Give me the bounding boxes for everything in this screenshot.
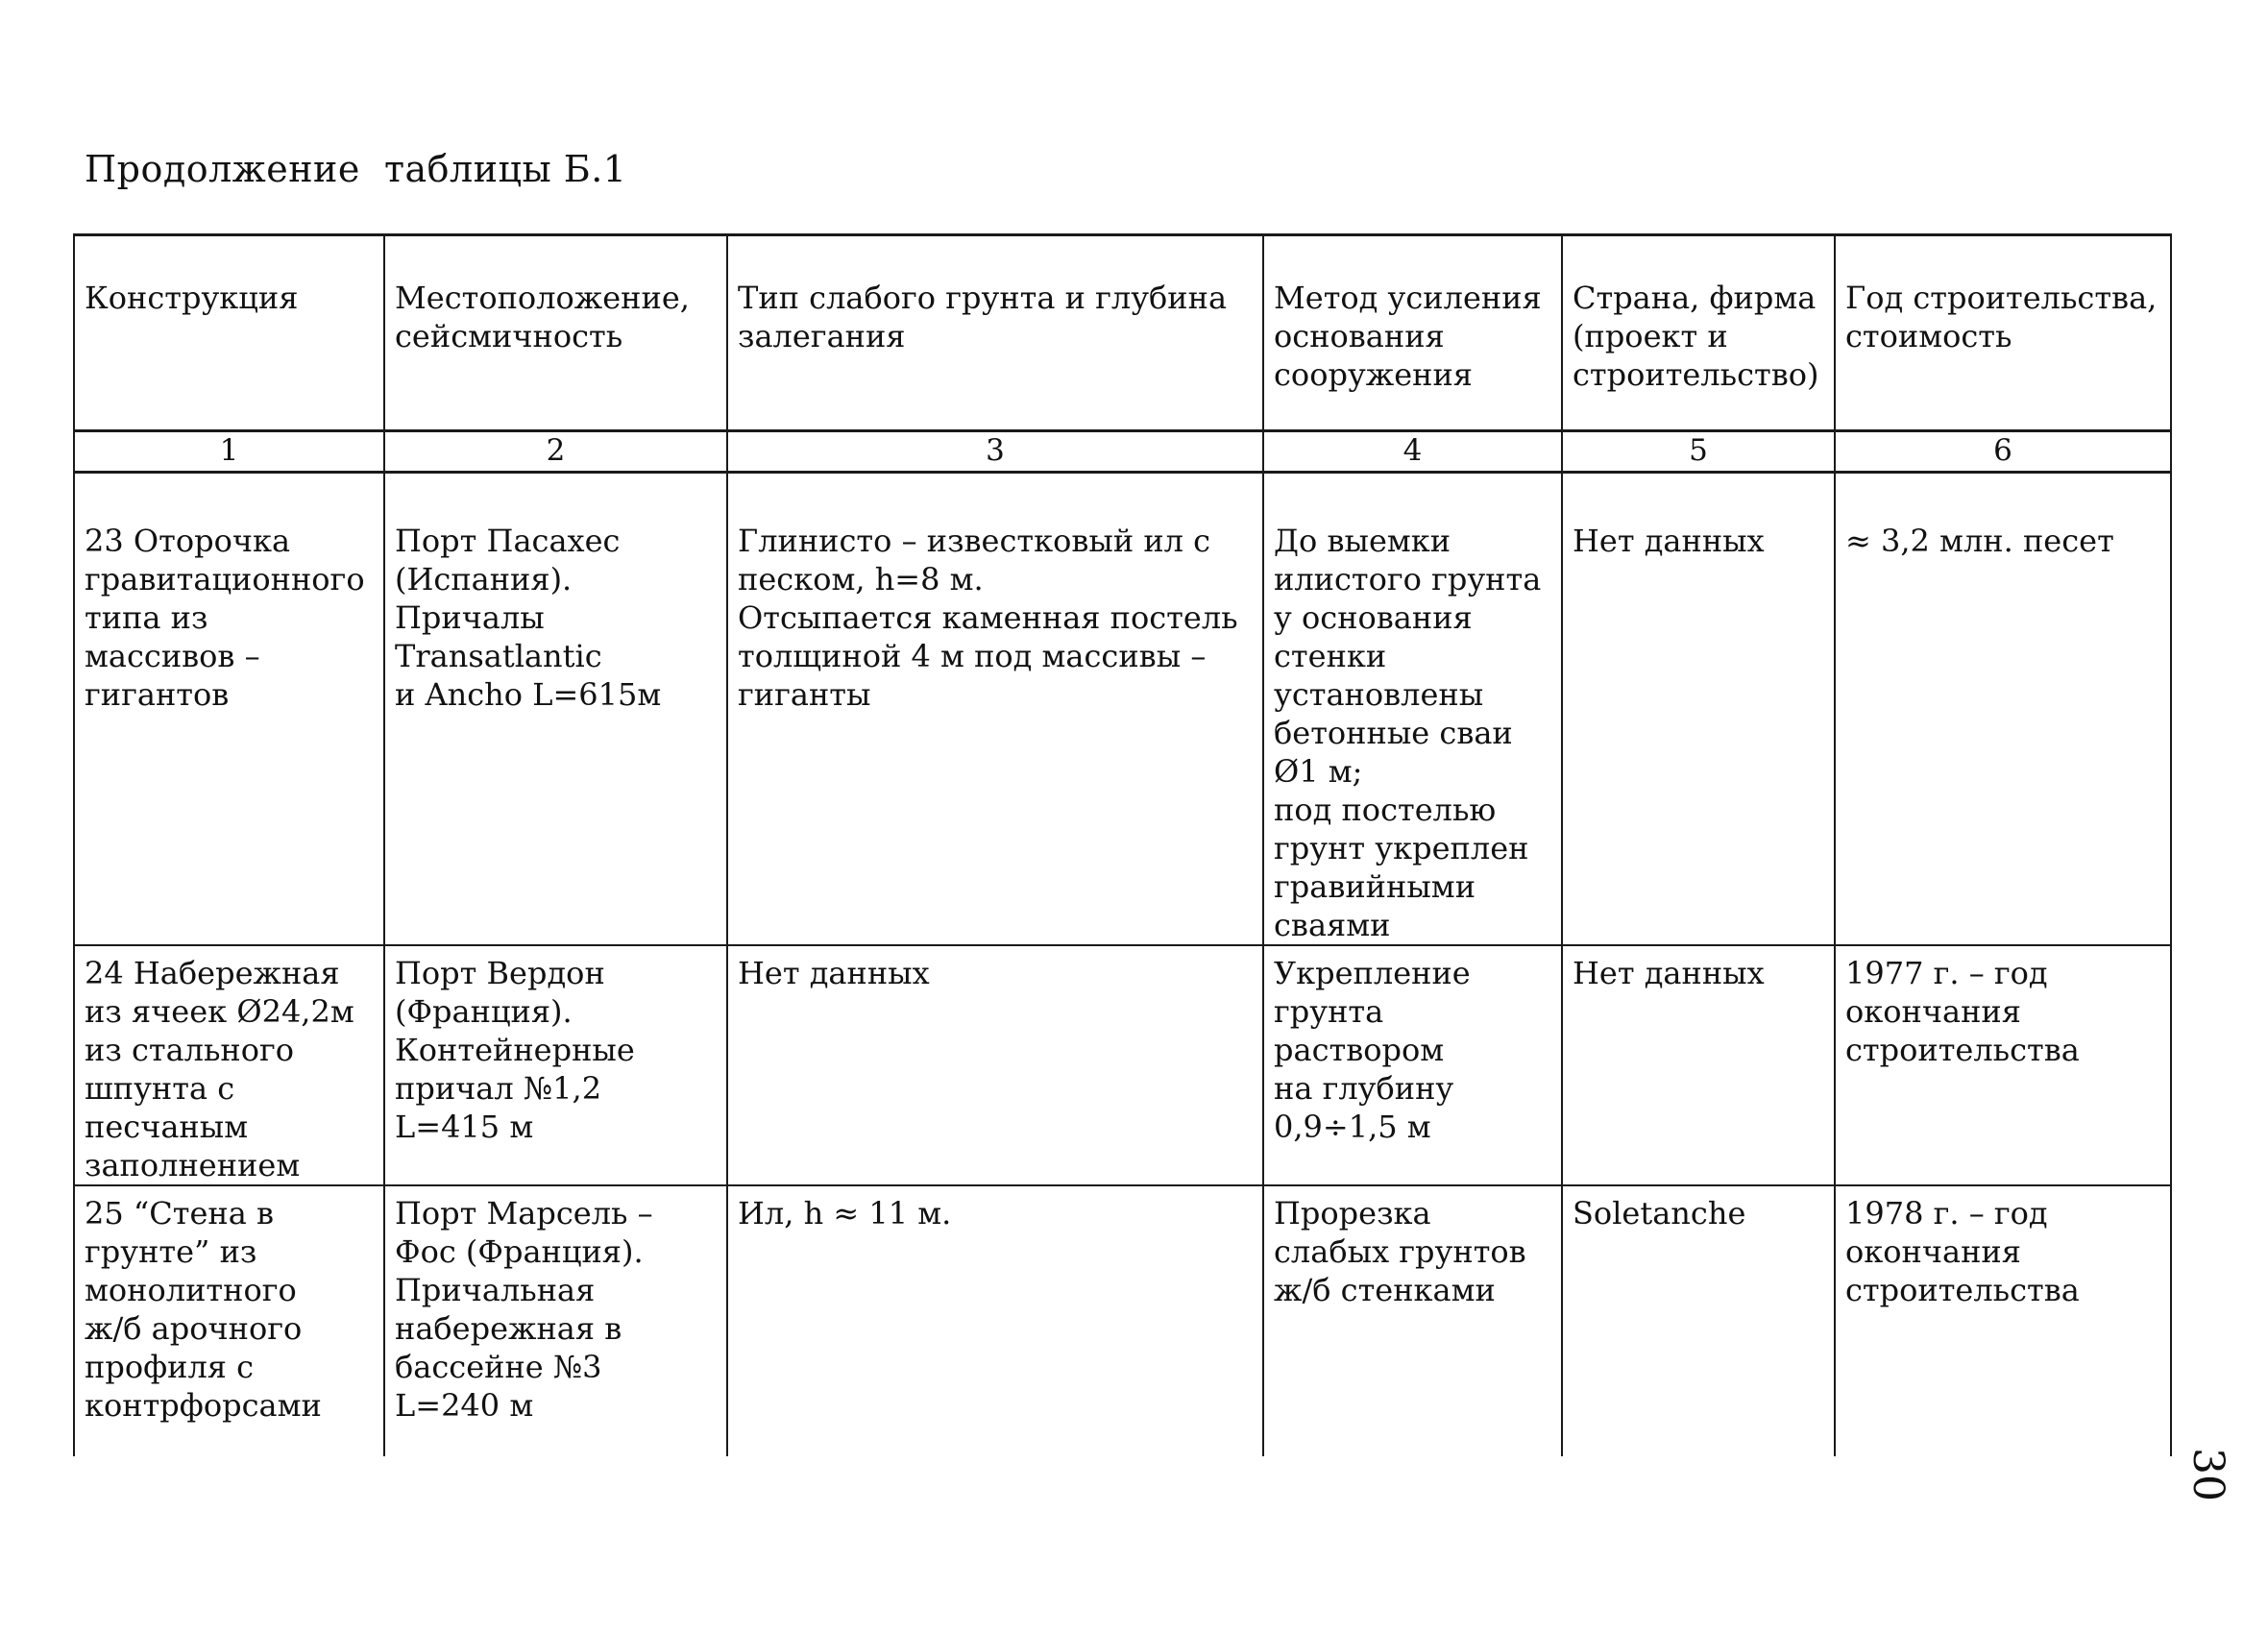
column-number-row: [74, 431, 2171, 473]
table-row: [74, 945, 2171, 1185]
cell-location: Порт Вердон (Франция). Контейнерные причал №1,2 L=415 м: [384, 945, 727, 1185]
column-number: 1: [74, 431, 384, 473]
column-header-year-cost: Год строительства, стоимость: [1835, 235, 2171, 431]
cell-company: Soletanche: [1562, 1185, 1835, 1456]
table-caption: Продолжение таблицы Б.1: [85, 148, 627, 190]
cell-soil: Нет данных: [727, 945, 1263, 1185]
cell-construction: 23 Оторочка гравитационного типа из массивов – гигантов: [74, 473, 384, 946]
cell-method: До выемки илистого грунта у основания стенки установлены бетонные сваи Ø1 м; под постелью грунт укреплен гравийными сваями: [1263, 473, 1562, 946]
page-number: 30: [2183, 1448, 2232, 1501]
cell-location: Порт Пасахес (Испания). Причалы Transatlantic и Ancho L=615м: [384, 473, 727, 946]
cell-method: Прорезка слабых грунтов ж/б стенками: [1263, 1185, 1562, 1456]
cell-soil: Ил, h ≈ 11 м.: [727, 1185, 1263, 1456]
cell-soil: Глинисто – известковый ил с песком, h=8 м. Отсыпается каменная постель толщиной 4 м под массивы – гиганты: [727, 473, 1263, 946]
cell-construction: 24 Набережная из ячеек Ø24,2м из стального шпунта с песчаным заполнением: [74, 945, 384, 1185]
column-header-company: Страна, фирма (проект и строительство): [1562, 235, 1835, 431]
cell-company: Нет данных: [1562, 473, 1835, 946]
column-number: 6: [1835, 431, 2171, 473]
cell-year-cost: 1977 г. – год окончания строительства: [1835, 945, 2171, 1185]
column-number: 2: [384, 431, 727, 473]
cell-company: Нет данных: [1562, 945, 1835, 1185]
column-header-method: Метод усиления основания сооружения: [1263, 235, 1562, 431]
cell-location: Порт Марсель – Фос (Франция). Причальная набережная в бассейне №3 L=240 м: [384, 1185, 727, 1456]
column-number: 3: [727, 431, 1263, 473]
data-table: [73, 233, 2172, 1456]
cell-year-cost: 1978 г. – год окончания строительства: [1835, 1185, 2171, 1456]
column-number: 5: [1562, 431, 1835, 473]
cell-year-cost: ≈ 3,2 млн. песет: [1835, 473, 2171, 946]
cell-method: Укрепление грунта раствором на глубину 0,9÷1,5 м: [1263, 945, 1562, 1185]
table-header-row: [74, 235, 2171, 431]
column-header-construction: Конструкция: [74, 235, 384, 431]
column-number: 4: [1263, 431, 1562, 473]
column-header-location: Местоположение, сейсмичность: [384, 235, 727, 431]
table-row: [74, 1185, 2171, 1456]
table-row: [74, 473, 2171, 946]
column-header-soil: Тип слабого грунта и глубина залегания: [727, 235, 1263, 431]
cell-construction: 25 “Стена в грунте” из монолитного ж/б арочного профиля с контрфорсами: [74, 1185, 384, 1456]
